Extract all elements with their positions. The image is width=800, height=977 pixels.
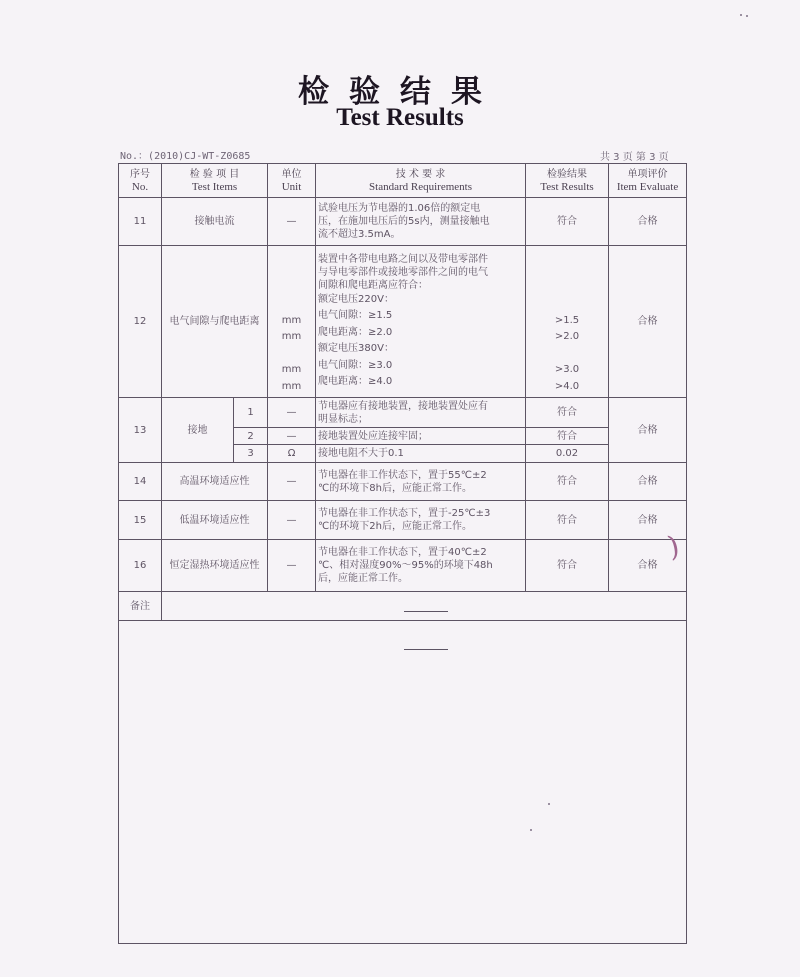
- row-result: 符合: [526, 540, 609, 592]
- row-item: 接触电流: [162, 198, 268, 246]
- table-row: [119, 246, 687, 398]
- row-unit: mm mm mm mm: [268, 246, 316, 398]
- row-item: 接地: [162, 398, 234, 463]
- row-result: >1.5 >2.0 >3.0 >4.0: [526, 246, 609, 398]
- table-row: [119, 540, 687, 592]
- row-result: 符合: [526, 501, 609, 540]
- table-row: [119, 198, 687, 246]
- page-count: 共 3 页 第 3 页: [600, 152, 669, 163]
- row-result: 符合: [526, 428, 609, 445]
- row-item: 高温环境适应性: [162, 463, 268, 501]
- row-no: 15: [119, 501, 162, 540]
- row-unit: Ω: [268, 445, 316, 463]
- row-requirement: 节电器应有接地装置，接地装置处应有 明显标志；: [316, 398, 526, 428]
- row-no: 13: [119, 398, 162, 463]
- row-evaluate: 合格: [609, 540, 687, 592]
- row-no: 11: [119, 198, 162, 246]
- row-requirement: 装置中各带电电路之间以及带电零部件 与导电零部件或接地零部件之间的电气 间隙和爬电距离应符合： 额定电压220V： 电气间隙：≥1.5 爬电距离：≥2.0 额定电压380V： 电气间隙：≥3.0 爬电距离：≥4.0: [316, 246, 526, 398]
- remarks-label: 备注: [119, 592, 162, 621]
- report-number: No.：(2010)CJ-WT-Z0685: [120, 151, 251, 162]
- row-result: 符合: [526, 398, 609, 428]
- row-evaluate: 合格: [609, 246, 687, 398]
- end-dash-blank: [404, 649, 448, 650]
- row-result: 0.02: [526, 445, 609, 463]
- col-header-requirements: 技 术 要 求 Standard Requirements: [316, 164, 526, 198]
- row-evaluate: 合格: [609, 463, 687, 501]
- row-unit: —: [268, 198, 316, 246]
- row-unit: —: [268, 540, 316, 592]
- scan-speck: [740, 14, 742, 16]
- row-item: 低温环境适应性: [162, 501, 268, 540]
- row-evaluate: 合格: [609, 198, 687, 246]
- title-chinese: 检验结果: [298, 74, 502, 110]
- scan-speck: [530, 829, 532, 831]
- blank-cell: [119, 621, 687, 944]
- row-unit: —: [268, 501, 316, 540]
- end-dash-remarks: [404, 611, 448, 612]
- row-no: 14: [119, 463, 162, 501]
- sub-no: 1: [234, 398, 268, 428]
- col-header-item: 检 验 项 目 Test Items: [162, 164, 268, 198]
- row-requirement: 节电器在非工作状态下，置于-25℃±3 ℃的环境下2h后，应能正常工作。: [316, 501, 526, 540]
- row-requirement: 节电器在非工作状态下，置于40℃±2 ℃、相对湿度90%～95%的环境下48h 后，应能正常工作。: [316, 540, 526, 592]
- row-requirement: 接地装置处应连接牢固；: [316, 428, 526, 445]
- results-table: [118, 163, 687, 944]
- table-row: [119, 501, 687, 540]
- sub-no: 2: [234, 428, 268, 445]
- row-item: 恒定湿热环境适应性: [162, 540, 268, 592]
- table-row: [119, 398, 687, 428]
- col-header-evaluate: 单项评价 Item Evaluate: [609, 164, 687, 198]
- row-result: 符合: [526, 463, 609, 501]
- sub-no: 3: [234, 445, 268, 463]
- table-row: [119, 463, 687, 501]
- row-requirement: 节电器在非工作状态下，置于55℃±2 ℃的环境下8h后，应能正常工作。: [316, 463, 526, 501]
- header-row: [119, 164, 687, 198]
- title-english: Test Results: [336, 104, 464, 131]
- col-header-no: 序号 No.: [119, 164, 162, 198]
- row-no: 16: [119, 540, 162, 592]
- row-evaluate: 合格: [609, 501, 687, 540]
- row-requirement: 试验电压为节电器的1.06倍的额定电 压，在施加电压后的5s内，测量接触电 流不超过3.5mA。: [316, 198, 526, 246]
- blank-area: [119, 621, 687, 944]
- row-unit: —: [268, 428, 316, 445]
- row-item: 电气间隙与爬电距离: [162, 246, 268, 398]
- col-header-unit: 单位 Unit: [268, 164, 316, 198]
- scan-speck: [548, 803, 550, 805]
- pen-check-mark: ): [664, 529, 683, 564]
- row-unit: —: [268, 398, 316, 428]
- row-evaluate: 合格: [609, 398, 687, 463]
- row-no: 12: [119, 246, 162, 398]
- scan-speck: [746, 15, 748, 17]
- remarks-row: [119, 592, 687, 621]
- remarks-content: [162, 592, 687, 621]
- row-requirement: 接地电阻不大于0.1: [316, 445, 526, 463]
- col-header-result: 检验结果 Test Results: [526, 164, 609, 198]
- row-unit: —: [268, 463, 316, 501]
- row-result: 符合: [526, 198, 609, 246]
